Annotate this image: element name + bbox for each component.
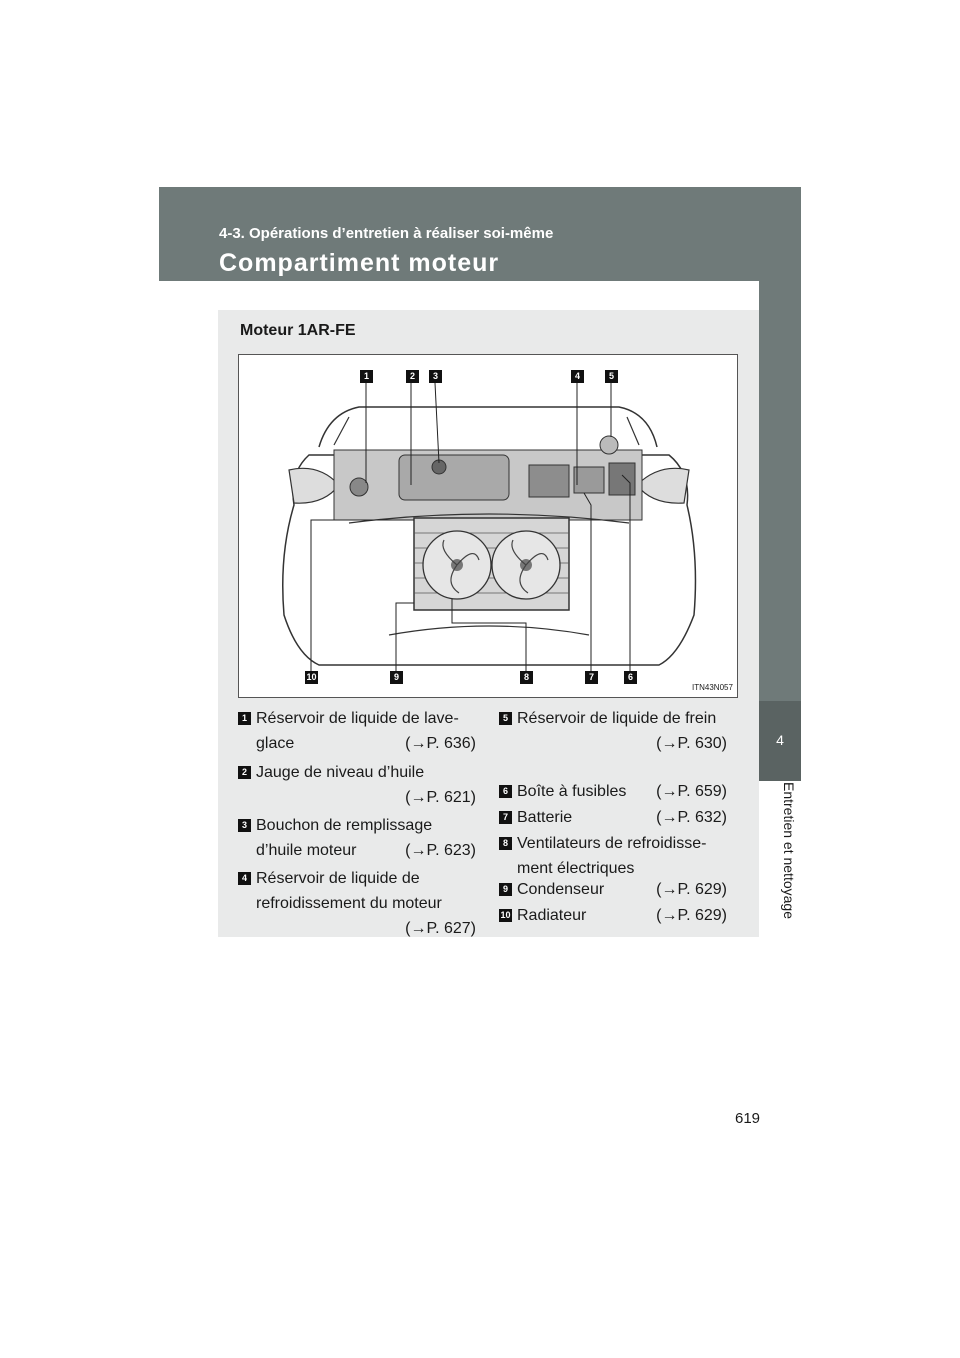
item-text: Radiateur [517,907,587,924]
figure-title: Moteur 1AR-FE [240,322,356,339]
callout-badge: 8 [520,671,533,684]
item-text: Réservoir de liquide de [256,870,420,887]
engine-figure [238,354,738,698]
callout-badge: 7 [585,671,598,684]
item-text: Condenseur [517,881,605,898]
item-badge: 7 [499,811,512,824]
item-text: refroidissement du moteur [256,895,442,912]
list-item [499,779,727,804]
callout-badge: 3 [429,370,442,383]
item-badge: 6 [499,785,512,798]
item-ref: (→P. 621) [405,789,476,806]
item-badge: 2 [238,766,251,779]
callout-badge: 2 [406,370,419,383]
list-item [238,866,476,941]
content-box [218,310,759,937]
item-ref: (→P. 623) [405,842,476,859]
side-tab-label: Entretien et nettoyage [781,782,797,919]
item-ref: (→P. 629) [656,881,727,898]
item-text: Boîte à fusibles [517,783,627,800]
item-ref: (→P. 627) [405,920,476,937]
section-label: 4-3. Opérations d’entretien à réaliser soi-même [219,225,554,242]
item-text: Réservoir de liquide de lave- [256,710,459,727]
list-item [238,760,476,810]
item-text: Réservoir de liquide de frein [517,710,717,727]
item-badge: 5 [499,712,512,725]
side-tab-label-wrap [781,782,801,982]
item-text: Batterie [517,809,573,826]
list-item [499,706,727,756]
item-badge: 10 [500,910,511,920]
list-item [499,805,727,830]
side-tab-number: 4 [776,732,784,748]
engine-illustration [239,355,737,697]
callout-badge: 4 [571,370,584,383]
item-badge: 4 [238,872,251,885]
page-title: Compartiment moteur [219,249,500,277]
item-ref: (→P. 632) [656,809,727,826]
item-ref: (→P. 659) [656,783,727,800]
list-item [499,831,727,881]
page-number: 619 [735,1110,761,1127]
side-tab-upper [759,281,801,701]
list-item [499,877,727,902]
callout-badge: 9 [390,671,403,684]
figure-code: ITN43N057 [692,683,733,692]
item-badge: 3 [238,819,251,832]
list-item [238,706,476,756]
item-text: ment électriques [517,860,635,877]
list-item [499,903,727,928]
item-text: Ventilateurs de refroidisse- [517,835,707,852]
item-text: glace [256,735,295,752]
list-item [238,813,476,863]
callout-badge: 1 [360,370,373,383]
callout-badge: 5 [605,370,618,383]
chapter-header [159,187,801,281]
item-text: d’huile moteur [256,842,357,859]
callout-badge: 10 [306,672,317,682]
item-ref: (→P. 636) [405,735,476,752]
item-text: Jauge de niveau d’huile [256,764,425,781]
item-badge: 8 [499,837,512,850]
item-ref: (→P. 629) [656,907,727,924]
item-badge: 9 [499,883,512,896]
item-badge: 1 [238,712,251,725]
item-ref: (→P. 630) [656,735,727,752]
callout-badge: 6 [624,671,637,684]
item-text: Bouchon de remplissage [256,817,433,834]
